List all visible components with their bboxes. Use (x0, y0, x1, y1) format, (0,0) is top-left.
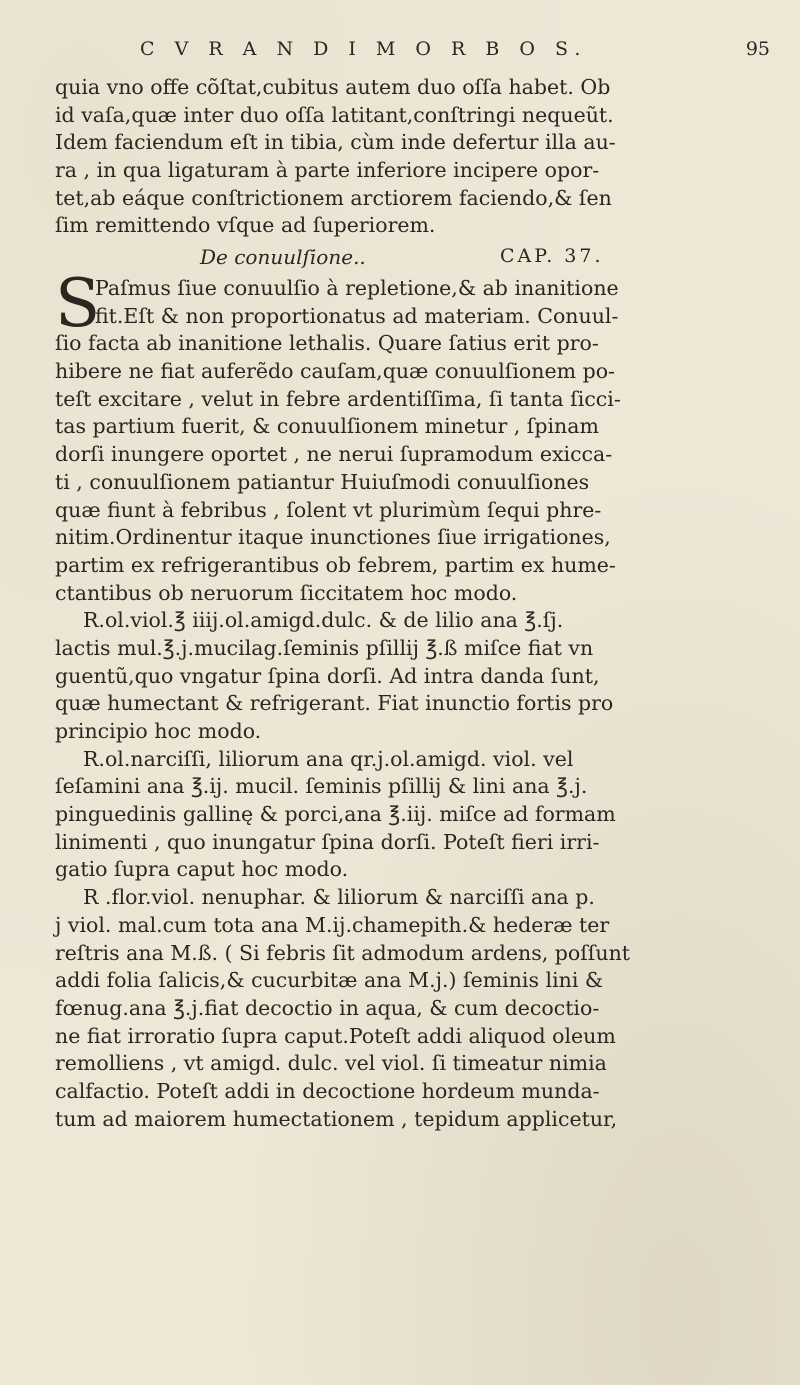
text-line: pinguedinis gallinę & porci,ana ℥.iij. miſce ad formam (55, 802, 616, 827)
text-line: remolliens , vt amigd. dulc. vel viol. ſi timeatur nimia (55, 1051, 607, 1076)
text-line: fœnug.ana ℥.j.fiat decoctio in aqua, & cum decoctio- (55, 995, 600, 1020)
text-line: ſeſamini ana ℥.ij. mucil. ſeminis pſillij & lini ana ℥.j. (55, 774, 588, 799)
text-line: nitim.Ordinentur itaque inunctiones ſiue irrigationes, (55, 525, 611, 550)
text-line: ne fiat irroratio ſupra caput.Poteſt addi aliquod oleum (55, 1023, 616, 1048)
text-line: j viol. mal.cum tota ana M.ij.chamepith.& hederæ ter (55, 912, 610, 937)
text-line: tas partium fuerit, & conuulſionem minetur , ſpinam (55, 414, 599, 439)
text-line: Idem faciendum eſt in tibia, cùm inde defertur illa au- (55, 130, 616, 155)
drop-cap: S (55, 265, 101, 342)
text-line: R .flor.viol. nenuphar. & liliorum & narciſſi ana p. (83, 885, 595, 910)
text-line: lactis mul.℥.j.mucilag.ſeminis pſillij ℥.ß miſce fiat vn (55, 635, 594, 660)
text-line: dorſi inungere oportet , ne nerui ſupramodum exicca- (55, 442, 613, 467)
text-line: linimenti , quo inungatur ſpina dorſi. Poteſt fieri irri- (55, 829, 600, 854)
text-line: guentũ,quo vngatur ſpina dorſi. Ad intra danda ſunt, (55, 663, 600, 688)
text-line: addi folia ſalicis,& cucurbitæ ana M.j.) ſeminis lini & (55, 968, 604, 993)
text-line: quæ fiunt à febribus , ſolent vt plurimùm ſequi phre- (55, 497, 602, 522)
chapter-number: CAP. 37. (500, 245, 604, 267)
main-paragraph (55, 265, 775, 1133)
text-line: tet,ab eáque conſtrictionem arctiorem faciendo,& ſen (55, 185, 612, 210)
text-line: fit.Eſt & non proportionatus ad materiam. Conuul- (95, 303, 619, 328)
text-line: calfactio. Poteſt addi in decoctione hordeum munda- (55, 1078, 600, 1103)
text-line: ra , in qua ligaturam à parte inferiore incipere opor- (55, 158, 600, 183)
running-title: C V R A N D I M O R B O S. (140, 38, 588, 60)
text-line: gatio ſupra caput hoc modo. (55, 857, 349, 882)
text-line: R.ol.narciſſi, liliorum ana qr.j.ol.amigd. viol. vel (83, 746, 574, 771)
text-line: Paſmus ſiue conuulſio à repletione,& ab inanitione (95, 276, 619, 300)
text-line: ctantibus ob neruorum ſiccitatem hoc modo. (55, 580, 518, 605)
text-line: reſtris ana M.ß. ( Si febris ſit admodum ardens, poſſunt (55, 940, 631, 965)
text-line: tum ad maiorem humectationem , tepidum applicetur, (55, 1106, 618, 1131)
text-line: ſim remittendo vſque ad ſuperiorem. (55, 213, 436, 238)
text-line: teſt excitare , velut in febre ardentiſſima, ſi tanta ſicci- (55, 386, 621, 411)
chapter-heading (0, 245, 800, 275)
text-line: principio hoc modo. (55, 719, 262, 743)
text-line: ſio facta ab inanitione lethalis. Quare ſatius erit pro- (55, 331, 599, 356)
text-line: quæ humectant & refrigerant. Fiat inunctio fortis pro (55, 691, 614, 716)
text-line: id vaſa,quæ inter duo oſſa latitant,conſtringi nequeũt. (55, 102, 614, 127)
running-head (0, 38, 800, 68)
top-paragraph (55, 74, 775, 240)
chapter-title: De conuulſione.. (200, 245, 366, 269)
text-line: R.ol.viol.℥ iiij.ol.amigd.dulc. & de lilio ana ℥.ſj. (83, 608, 564, 633)
text-line: quia vno offe cõſtat,cubitus autem duo oſſa habet. Ob (55, 75, 611, 99)
text-line: ti , conuulſionem patiantur Huiuſmodi conuulſiones (55, 469, 590, 494)
page-number: 95 (745, 38, 770, 60)
text-line: hibere ne fiat auferẽdo cauſam,quæ conuulſionem po- (55, 359, 615, 384)
text-line: partim ex refrigerantibus ob febrem, partim ex hume- (55, 552, 616, 577)
